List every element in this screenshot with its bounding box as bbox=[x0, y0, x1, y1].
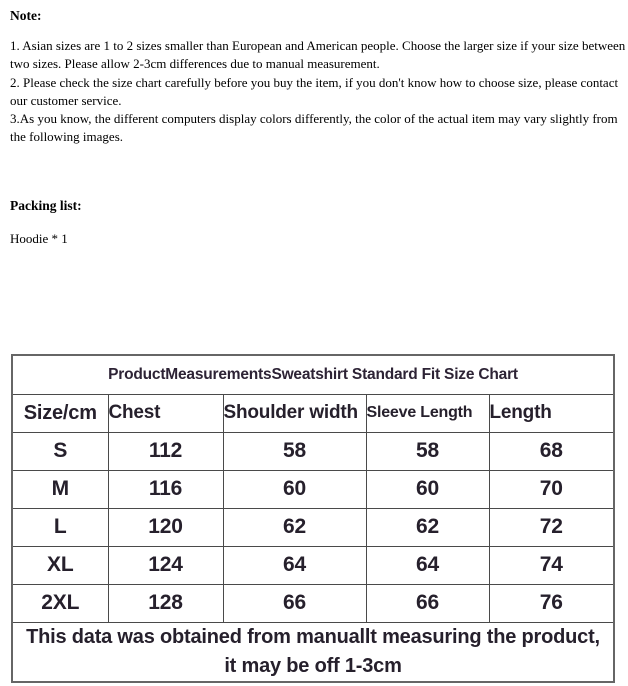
table-row-l bbox=[12, 508, 614, 546]
note-line: 2. Please check the size chart carefully before you buy the item, if you don't know how to choose size, please contact bbox=[10, 74, 619, 90]
cell-size: 2XL bbox=[12, 584, 108, 622]
column-header-size: Size/cm bbox=[12, 394, 108, 432]
column-header-length: Length bbox=[489, 394, 614, 432]
cell-sleeve: 62 bbox=[366, 508, 489, 546]
cell-size: M bbox=[12, 470, 108, 508]
cell-shoulder: 66 bbox=[223, 584, 366, 622]
cell-length: 74 bbox=[489, 546, 614, 584]
cell-size: S bbox=[12, 432, 108, 470]
cell-length: 68 bbox=[489, 432, 614, 470]
size-chart-table bbox=[11, 354, 615, 683]
cell-shoulder: 64 bbox=[223, 546, 366, 584]
packing-list-heading: Packing list: bbox=[10, 197, 82, 213]
cell-chest: 124 bbox=[108, 546, 223, 584]
size-chart-title: ProductMeasurementsSweatshirt Standard Fit Size Chart bbox=[12, 355, 614, 395]
cell-length: 72 bbox=[489, 508, 614, 546]
cell-shoulder: 62 bbox=[223, 508, 366, 546]
cell-sleeve: 64 bbox=[366, 546, 489, 584]
packing-list-item: Hoodie * 1 bbox=[10, 230, 68, 246]
cell-size: XL bbox=[12, 546, 108, 584]
cell-length: 76 bbox=[489, 584, 614, 622]
note-line: our customer service. bbox=[10, 92, 122, 108]
size-chart-footer-row bbox=[12, 622, 614, 682]
table-row-xl bbox=[12, 546, 614, 584]
table-row-m bbox=[12, 470, 614, 508]
cell-chest: 128 bbox=[108, 584, 223, 622]
product-description bbox=[0, 0, 628, 248]
table-row-s bbox=[12, 432, 614, 470]
size-chart-header-row bbox=[12, 394, 614, 432]
cell-shoulder: 58 bbox=[223, 432, 366, 470]
cell-sleeve: 58 bbox=[366, 432, 489, 470]
cell-chest: 120 bbox=[108, 508, 223, 546]
note-line: the following images. bbox=[10, 129, 124, 145]
cell-size: L bbox=[12, 508, 108, 546]
size-chart-title-row bbox=[12, 355, 614, 395]
cell-chest: 116 bbox=[108, 470, 223, 508]
footnote-line: it may be off 1-3cm bbox=[224, 654, 402, 677]
cell-sleeve: 60 bbox=[366, 470, 489, 508]
column-header-shoulder-width: Shoulder width bbox=[223, 394, 366, 432]
table-row-2xl bbox=[12, 584, 614, 622]
column-header-sleeve-length: Sleeve Length bbox=[366, 394, 489, 432]
note-heading: Note: bbox=[10, 8, 42, 23]
size-chart-footnote bbox=[12, 622, 614, 682]
column-header-chest: Chest bbox=[108, 394, 223, 432]
note-paragraph bbox=[10, 37, 626, 147]
footnote-line: This data was obtained from manuallt measuring the product, bbox=[26, 625, 600, 648]
note-line: 1. Asian sizes are 1 to 2 sizes smaller than European and American people. Choose the larger size if your size between bbox=[10, 38, 626, 53]
note-line: 3.As you know, the different computers display colors differently, the color of the actual item may vary slightly from bbox=[10, 111, 618, 127]
cell-length: 70 bbox=[489, 470, 614, 508]
cell-chest: 112 bbox=[108, 432, 223, 470]
note-line: two sizes. Please allow 2-3cm differences due to manual measurement. bbox=[10, 56, 380, 72]
cell-sleeve: 66 bbox=[366, 584, 489, 622]
cell-shoulder: 60 bbox=[223, 470, 366, 508]
